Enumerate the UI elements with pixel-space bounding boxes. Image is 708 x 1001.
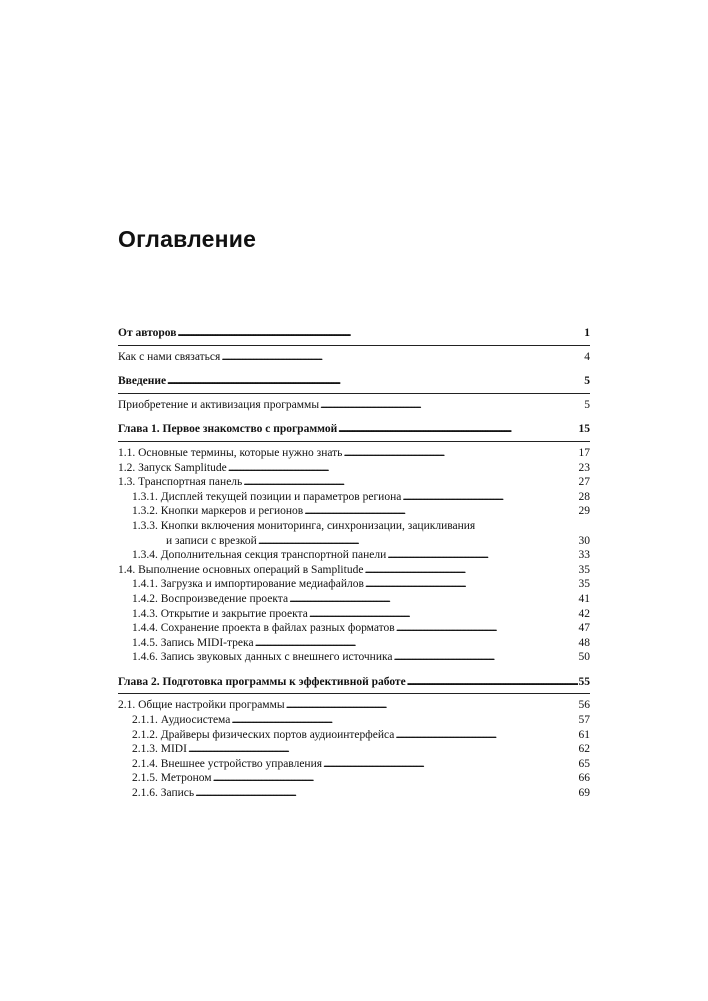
toc-subentry-line-2[interactable]: [118, 534, 590, 549]
toc-entry-title: 1.4.6. Запись звуковых данных с внешнего источника: [132, 651, 393, 664]
toc-entry-title: 2.1.5. Метроном: [132, 772, 212, 785]
toc-entry-title: 1.3.1. Дисплей текущей позиции и параметров региона: [132, 490, 402, 503]
toc-entry-title: 2.1.6. Запись: [132, 787, 195, 800]
section-divider: [118, 345, 590, 346]
toc-subentry[interactable]: [118, 713, 590, 728]
toc-page-number: 57: [578, 714, 590, 727]
dot-leader: [395, 728, 577, 743]
toc-subentry[interactable]: [118, 771, 590, 786]
toc-entry-title: 2.1.3. MIDI: [132, 743, 187, 756]
dot-leader: [343, 446, 577, 461]
dot-leader: [243, 475, 577, 490]
dot-leader: [320, 398, 583, 413]
toc-entry-title: 1.4.4. Сохранение проекта в файлах разных форматов: [132, 622, 395, 635]
table-of-contents: [118, 326, 590, 801]
toc-entry-title: 1.4.1. Загрузка и импортирование медиафайлов: [132, 578, 364, 591]
toc-entry-title: 1.1. Основные термины, которые нужно знать: [118, 446, 343, 459]
dot-leader: [364, 563, 577, 578]
toc-entry-title: 2.1.2. Драйверы физических портов аудиоинтерфейса: [132, 728, 395, 741]
toc-page-number: 69: [578, 787, 590, 800]
section-divider: [118, 693, 590, 694]
toc-entry-title: 1.4. Выполнение основных операций в Samplitude: [118, 563, 364, 576]
toc-entry-chapter-1[interactable]: [118, 422, 590, 437]
section-divider: [118, 393, 590, 394]
toc-page-number: 1: [584, 327, 590, 339]
toc-page-number: 50: [578, 651, 590, 664]
toc-page-number: 29: [578, 505, 590, 518]
dot-leader: [407, 675, 578, 690]
toc-page-number: 65: [578, 757, 590, 770]
toc-page-number: 42: [578, 607, 590, 620]
toc-entry-from-authors[interactable]: [118, 326, 590, 341]
toc-page-number: 48: [578, 636, 590, 649]
toc-subentry[interactable]: [118, 621, 590, 636]
toc-subentry[interactable]: [118, 742, 590, 757]
toc-page-number: 33: [578, 549, 590, 562]
toc-subentry[interactable]: [118, 592, 590, 607]
toc-page-number: 41: [578, 592, 590, 605]
toc-entry-activation[interactable]: [118, 398, 590, 413]
toc-page-number: 61: [578, 728, 590, 741]
toc-subentry[interactable]: [118, 577, 590, 592]
toc-entry-title: Глава 2. Подготовка программы к эффективной работе: [118, 675, 406, 688]
dot-leader: [309, 607, 578, 622]
toc-entry[interactable]: [118, 563, 590, 578]
toc-entry-title: 2.1.1. Аудиосистема: [132, 714, 231, 727]
toc-subentry[interactable]: [118, 607, 590, 622]
toc-subentry[interactable]: [118, 504, 590, 519]
dot-leader: [365, 577, 578, 592]
toc-entry-chapter-2[interactable]: [118, 675, 590, 690]
toc-page-number: 30: [578, 534, 590, 547]
toc-page-number: 66: [578, 772, 590, 785]
toc-entry-title: 1.3.4. Дополнительная секция транспортной панели: [132, 549, 387, 562]
toc-entry-title: 1.3.3. Кнопки включения мониторинга, синхронизации, зацикливания: [132, 519, 476, 532]
toc-page-number: 17: [578, 446, 590, 459]
toc-subentry[interactable]: [118, 548, 590, 563]
toc-page-number: 23: [578, 461, 590, 474]
toc-page-number: 4: [584, 350, 590, 363]
dot-leader: [258, 534, 578, 549]
dot-leader: [304, 504, 577, 519]
toc-entry-title: Введение: [118, 375, 167, 388]
dot-leader: [396, 621, 578, 636]
toc-page-number: 27: [578, 476, 590, 489]
toc-page-number: 47: [578, 622, 590, 635]
toc-entry[interactable]: [118, 446, 590, 461]
toc-entry-title: 2.1. Общие настройки программы: [118, 699, 285, 712]
toc-entry-title: Как с нами связаться: [118, 350, 221, 363]
dot-leader: [255, 636, 578, 651]
toc-entry-title: 1.2. Запуск Samplitude: [118, 461, 227, 474]
dot-leader: [394, 650, 578, 665]
toc-entry-contact[interactable]: [118, 350, 590, 365]
dot-leader: [221, 350, 583, 365]
toc-subentry[interactable]: [118, 490, 590, 505]
toc-entry[interactable]: [118, 475, 590, 490]
dot-leader: [177, 326, 583, 341]
toc-entry-title: 1.4.5. Запись MIDI-трека: [132, 636, 254, 649]
toc-page-number: 35: [578, 578, 590, 591]
page-title: Оглавление: [118, 226, 257, 252]
dot-leader: [188, 742, 578, 757]
toc-page-number: 55: [578, 675, 590, 688]
toc-page-number: 62: [578, 743, 590, 756]
dot-leader: [195, 786, 577, 801]
toc-entry-title: 1.4.2. Воспроизведение проекта: [132, 592, 289, 605]
dot-leader: [289, 592, 577, 607]
toc-page-number: 35: [578, 563, 590, 576]
toc-entry[interactable]: [118, 461, 590, 476]
toc-subentry[interactable]: [118, 728, 590, 743]
toc-page-number: 5: [584, 375, 590, 388]
section-divider: [118, 441, 590, 442]
dot-leader: [286, 698, 578, 713]
toc-entry[interactable]: [118, 698, 590, 713]
toc-entry-title: 1.3. Транспортная панель: [118, 476, 243, 489]
dot-leader: [402, 490, 577, 505]
toc-subentry[interactable]: [118, 650, 590, 665]
dot-leader: [228, 461, 578, 476]
toc-page-number: 28: [578, 490, 590, 503]
toc-entry-title: От авторов: [118, 327, 177, 339]
dot-leader: [387, 548, 577, 563]
toc-entry-title: 2.1.4. Внешнее устройство управления: [132, 757, 323, 770]
toc-subentry[interactable]: [118, 636, 590, 651]
toc-entry-title: Приобретение и активизация программы: [118, 398, 320, 411]
toc-entry-title: и записи с врезкой: [166, 534, 257, 547]
dot-leader: [338, 422, 577, 437]
toc-page-number: 15: [578, 423, 590, 436]
toc-subentry-line-1[interactable]: [118, 519, 590, 534]
toc-entry-introduction[interactable]: [118, 374, 590, 389]
toc-entry-title: Глава 1. Первое знакомство с программой: [118, 423, 338, 436]
dot-leader: [231, 713, 577, 728]
dot-leader: [323, 757, 577, 772]
toc-page-number: 56: [578, 699, 590, 712]
toc-subentry[interactable]: [118, 757, 590, 772]
dot-leader: [167, 374, 583, 389]
toc-page-number: 5: [584, 398, 590, 411]
toc-entry-title: 1.3.2. Кнопки маркеров и регионов: [132, 505, 304, 518]
toc-entry-title: 1.4.3. Открытие и закрытие проекта: [132, 607, 308, 620]
dot-leader: [213, 771, 578, 786]
toc-subentry[interactable]: [118, 786, 590, 801]
